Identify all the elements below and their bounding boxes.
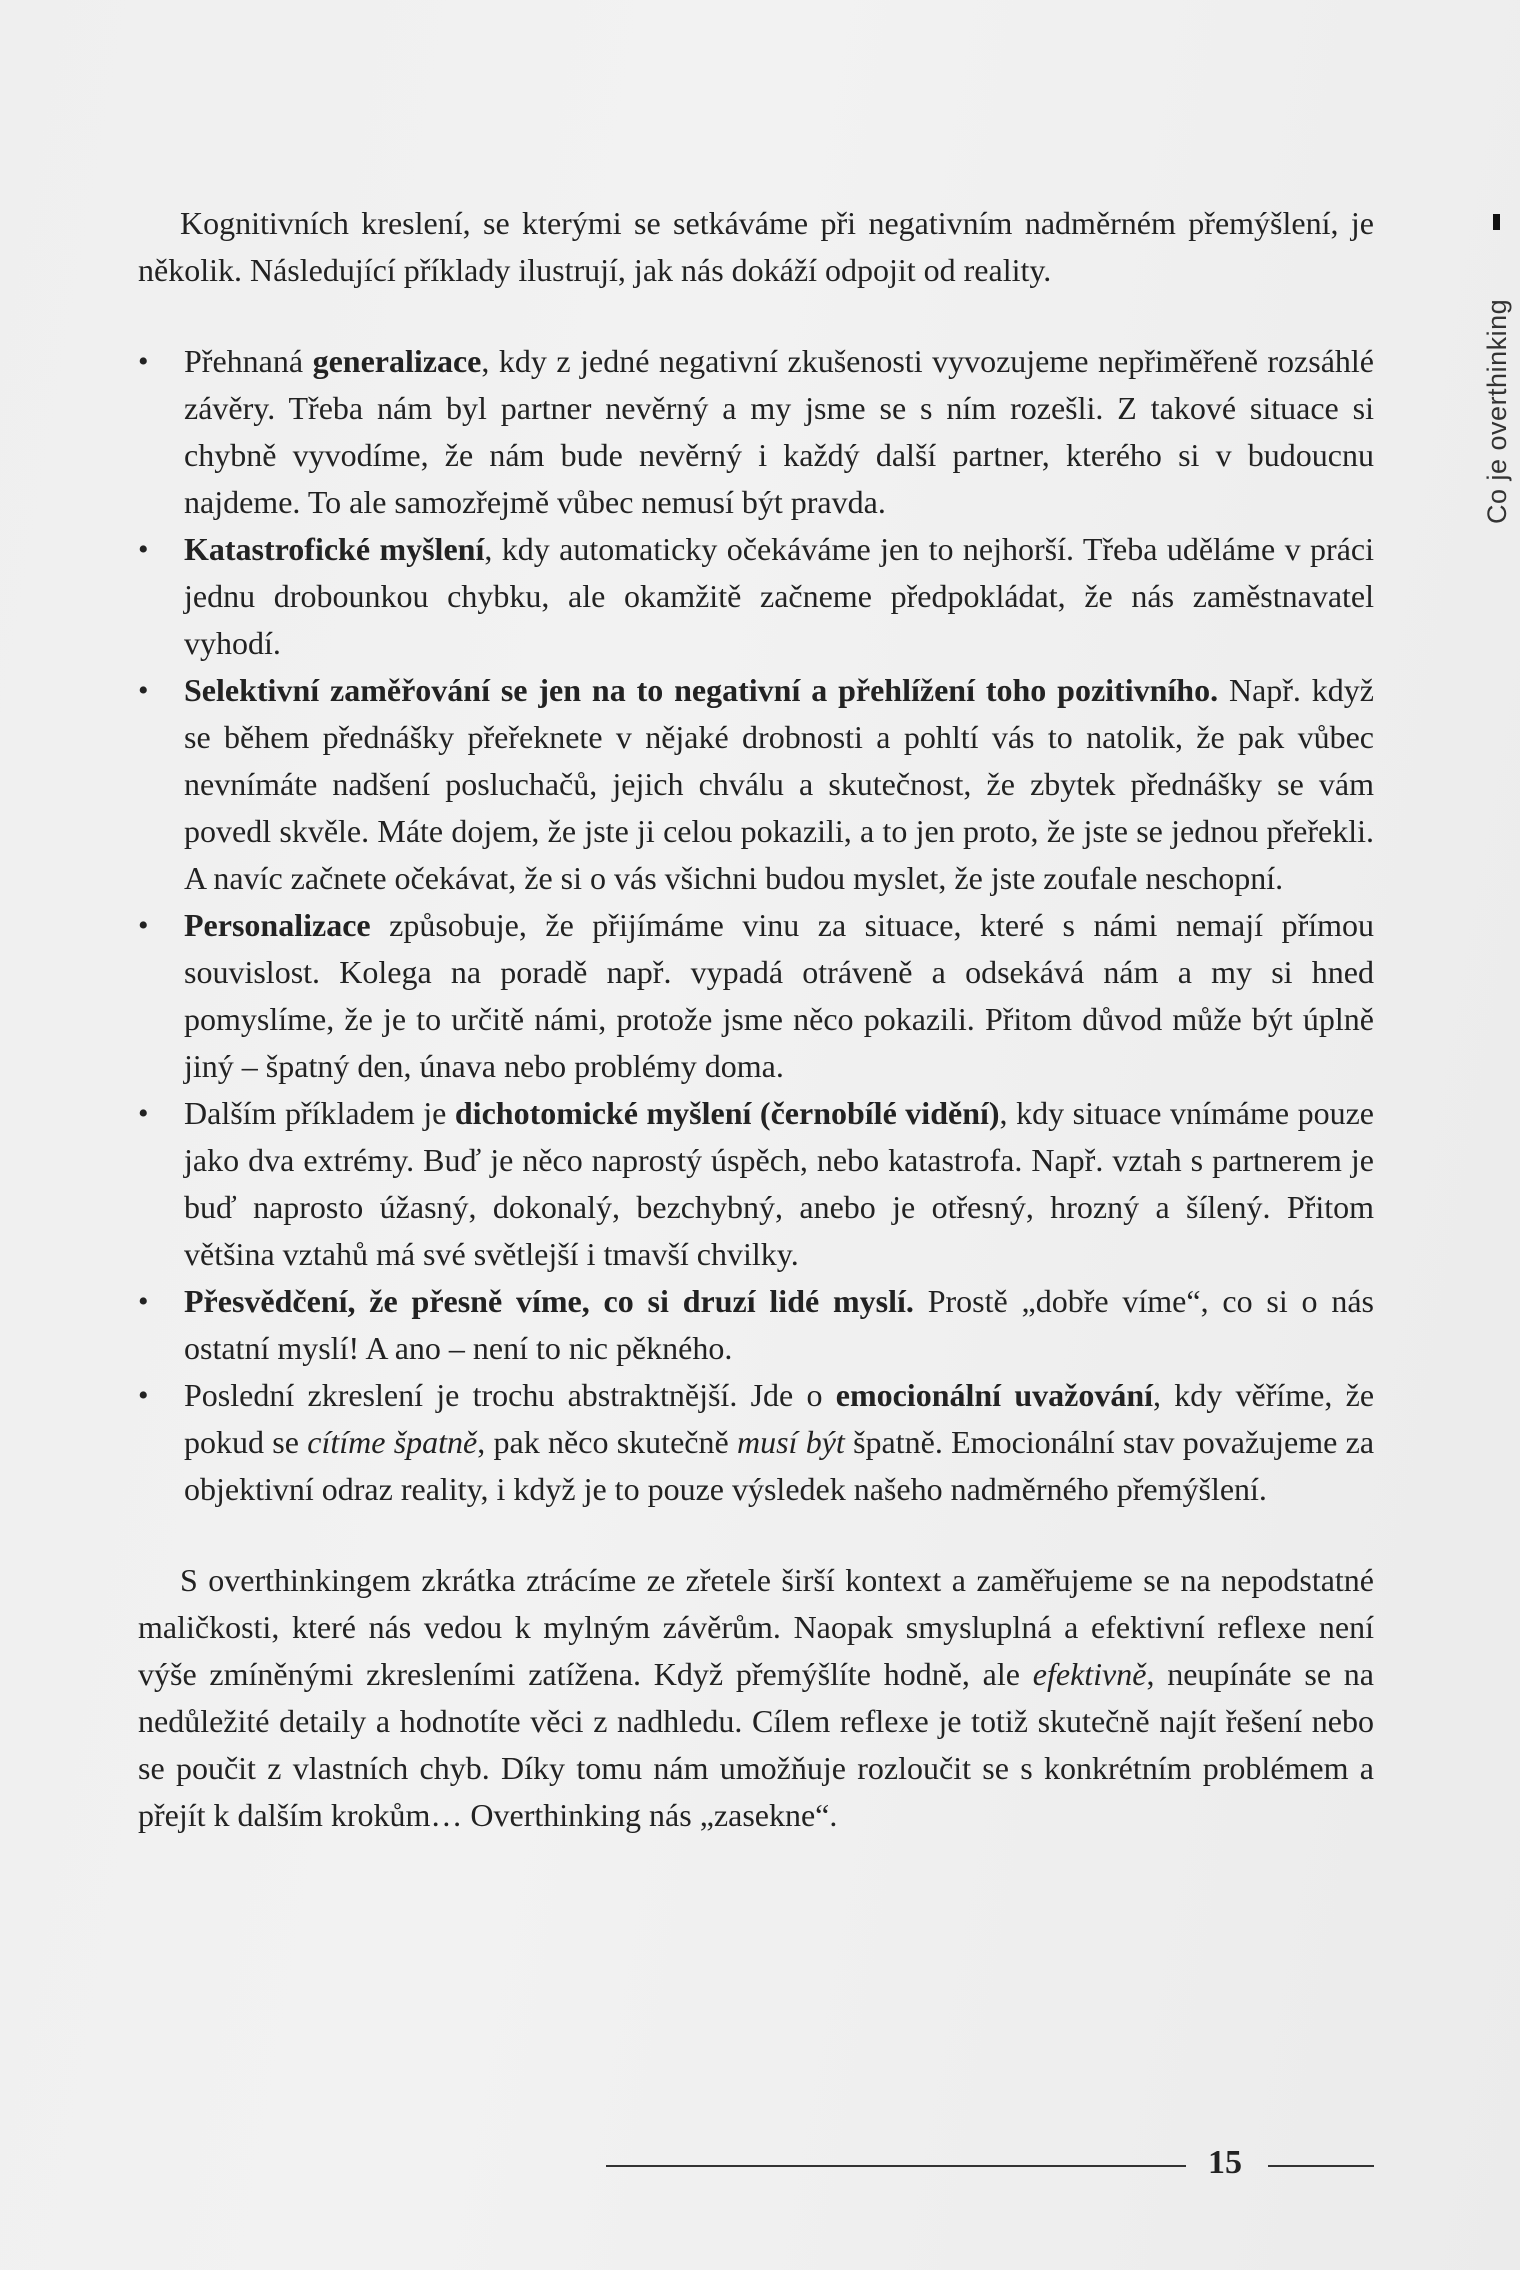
list-item: • Přehnaná generalizace, kdy z jedné negativní zkušenosti vyvozujeme nepřiměřeně rozsáhlé závěry. Třeba nám byl partner nevěrný a my jsme se s ním rozešli. Z takové situace si chybně vyvodíme, že nám bude nevěrný i každý další partner, kterého si v budoucnu najdeme. To ale samozřejmě vůbec nemusí být pravda.: [138, 338, 1374, 526]
list-item: • Katastrofické myšlení, kdy automaticky očekáváme jen to nejhorší. Třeba uděláme v práci jednu drobounkou chybku, ale okamžitě začneme předpokládat, že nás zaměstnavatel vyhodí.: [138, 526, 1374, 667]
body-text: [138, 200, 1374, 1839]
list-item: • Přesvědčení, že přesně víme, co si druzí lidé myslí. Prostě „dobře víme“, co si o nás ostatní myslí! A ano – není to nic pěkného.: [138, 1278, 1374, 1372]
footer-rule-left: [606, 2165, 1186, 2167]
list-item: • Personalizace způsobuje, že přijímáme vinu za situace, které s námi nemají přímou souvislost. Kolega na poradě např. vypadá otráveně a odsekává nám a my si hned pomyslíme, že je to určitě námi, protože jsme něco pokazili. Přitom důvod může být úplně jiný – špatný den, únava nebo problémy doma.: [138, 902, 1374, 1090]
list-item: • Dalším příkladem je dichotomické myšlení (černobílé vidění), kdy situace vnímáme pouze jako dva extrémy. Buď je něco naprostý úspěch, nebo katastrofa. Např. vztah s partnerem je buď naprosto úžasný, dokonalý, bezchybný, anebo je otřesný, hrozný a šílený. Přitom většina vztahů má své světlejší i tmavší chvilky.: [138, 1090, 1374, 1278]
list-item: • Selektivní zaměřování se jen na to negativní a přehlížení toho pozitivního. Např. když se během přednášky přeřeknete v nějaké drobnosti a pohltí vás to natolik, že pak vůbec nevnímáte nadšení posluchačů, jejich chválu a skutečnost, že zbytek přednášky se vám povedl skvěle. Máte dojem, že jste ji celou pokazili, a to jen proto, že jste se jednou přeřekli. A navíc začnete očekávat, že si o vás všichni budou myslet, že jste zoufale neschopní.: [138, 667, 1374, 902]
page-number: 15: [1208, 2144, 1242, 2181]
intro-paragraph: Kognitivních kreslení, se kterými se setkáváme při negativním nadměrném přemýšlení, je několik. Následující příklady ilustrují, jak nás dokáží odpojit od reality.: [138, 205, 1374, 288]
running-head: Co je overthinking: [1482, 298, 1512, 524]
footer-rule-right: [1268, 2165, 1374, 2167]
closing-paragraph: S overthinkingem zkrátka ztrácíme ze zřetele širší kontext a zaměřujeme se na nepodstatné maličkosti, které nás vedou k mylným závěrům. Naopak smysluplná a efektivní reflexe není výše zmíněnými zkresleními zatížena. Když přemýšlíte hodně, ale efektivně, neupínáte se na nedůležité detaily a hodnotíte věci z nadhledu. Cílem reflexe je totiž skutečně najít řešení nebo se poučit z vlastních chyb. Díky tomu nám umožňuje rozloučit se s konkrétním problémem a přejít k dalším krokům… Overthinking nás „zasekne“.: [138, 1562, 1375, 1833]
distortion-list: [138, 338, 1374, 1513]
chapter-marker: [1493, 214, 1500, 230]
list-item: • Poslední zkreslení je trochu abstraktnější. Jde o emocionální uvažování, kdy věříme, že pokud se cítíme špatně, pak něco skutečně musí být špatně. Emocionální stav považujeme za objektivní odraz reality, i když je to pouze výsledek našeho nadměrného přemýšlení.: [138, 1372, 1374, 1513]
